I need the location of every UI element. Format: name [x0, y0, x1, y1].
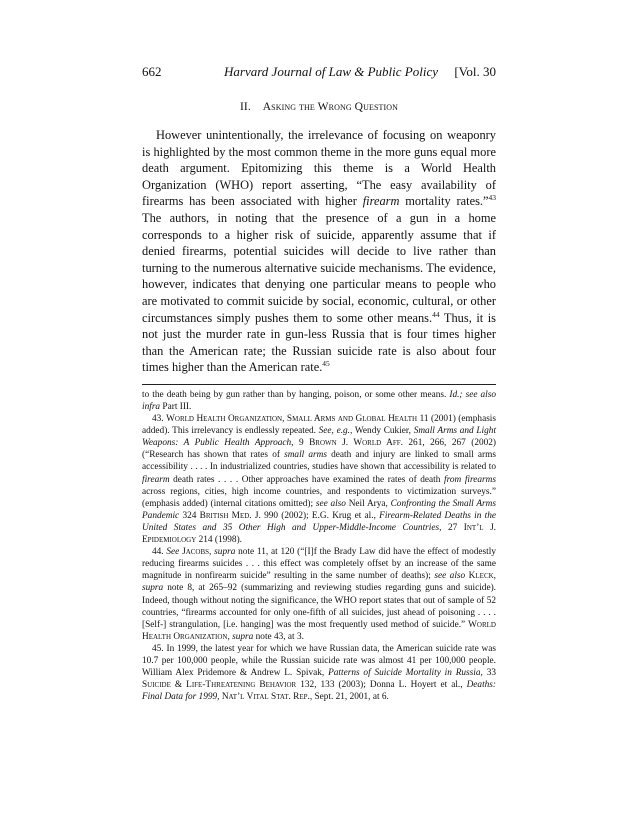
footnote-45: 45. In 1999, the latest year for which we have Russian data, the American suicide rate was 10.7 per 100,000 people, while the Russian suicide rate was almost 41 per 100,000 people. William Alex Pridemore & Andrew L. Spivak, Patterns of Suicide Mortality in Russia, 33 Suicide & Life-Threatening Behavior 132, 133 (2003); Donna L. Hoyert et al., Deaths: Final Data for 1999, Nat’l Vital Stat. Rep., Sept. 21, 2001, at 6. — [142, 643, 497, 703]
footnote-ref-45[interactable]: 45 — [322, 359, 330, 369]
footnote-ref-43[interactable]: 43 — [488, 193, 496, 203]
footnote-43: 43. World Health Organization, Small Arms and Global Health 11 (2001) (emphasis added). This irrelevancy is endlessly repeated. See, e.g., Wendy Cukier, Small Arms and Light Weapons: A Public Health Approach, 9 Brown J. World Aff. 261, 266, 267 (2002) (“Research has shown that rates of small arms death and injury are linked to small arms accessibility . . . . In industrialized countries, studies have shown that accessibility is related to firearm death rates . . . . Other approaches have examined the rates of death from firearms across regions, cities, high income countries, and respondents to victimization surveys.” (emphasis added) (internal citations omitted); see also Neil Arya, Confronting the Small Arms Pandemic 324 British Med. J. 990 (2002); E.G. Krug et al., Firearm-Related Deaths in the United States and 35 Other High and Upper-Middle-Income Countries, 27 Int’l J. Epidemiology 214 (1998). — [142, 414, 497, 546]
section-title: Asking the Wrong Question — [262, 101, 398, 113]
section-heading — [142, 100, 496, 114]
body-text — [142, 127, 496, 376]
running-header — [142, 64, 496, 80]
section-numeral: II. — [239, 101, 251, 113]
footnotes — [142, 389, 496, 703]
journal-title: Harvard Journal of Law & Public Policy — [224, 64, 438, 79]
page-number: 662 — [142, 64, 162, 79]
page — [142, 64, 496, 703]
footnote-divider — [142, 384, 496, 385]
body-paragraph: However unintentionally, the irrelevance of focusing on weaponry is highlighted by the most common theme in the more guns equal more death argument. Epitomizing this theme is a World Health Organization (WHO) report asserting, “The easy availability of firearms has been associated with higher firearm mortality rates.”$^{43}$ The authors, in noting that the presence of a gun in a home corresponds to a higher risk of suicide, apparently assume that if denied firearms, potential suicides will decide to live rather than turning to the numerous alternative suicide mechanisms. The evidence, however, indicates that denying one particular means to people who are motivated to commit suicide by social, economic, cultural, or other circumstances simply pushes them to some other means.$^{44}$ Thus, it is not just the murder rate in gun-less Russia that is four times higher than the American rate; the Russian suicide rate is also about four times higher than the American rate.$^{45}$ — [142, 128, 497, 375]
footnote-continuation: to the death being by gun rather than by hanging, poison, or some other means. Id.; see also infra Part III. — [142, 389, 497, 412]
footnote-44: 44. See Jacobs, supra note 11, at 120 (“[I]f the Brady Law did have the effect of modestly reducing firearms suicides . . . this effect was completely offset by an increase of the same magnitude in nonfirearm suicide” resulting in the same number of deaths); see also Kleck, supra note 8, at 265–92 (summarizing and reviewing studies regarding guns and suicide). Indeed, though without noting the significance, the WHO report states that out of sample of 52 countries, “firearms accounted for only one-fifth of all suicides, just ahead of poisoning . . . . [Self-] strangulation, [i.e. hanging] was the most frequently used method of suicide.” World Health Organization, supra note 43, at 3. — [142, 547, 496, 642]
volume-label: [Vol. 30 — [454, 64, 496, 79]
footnote-ref-44[interactable]: 44 — [432, 309, 440, 319]
